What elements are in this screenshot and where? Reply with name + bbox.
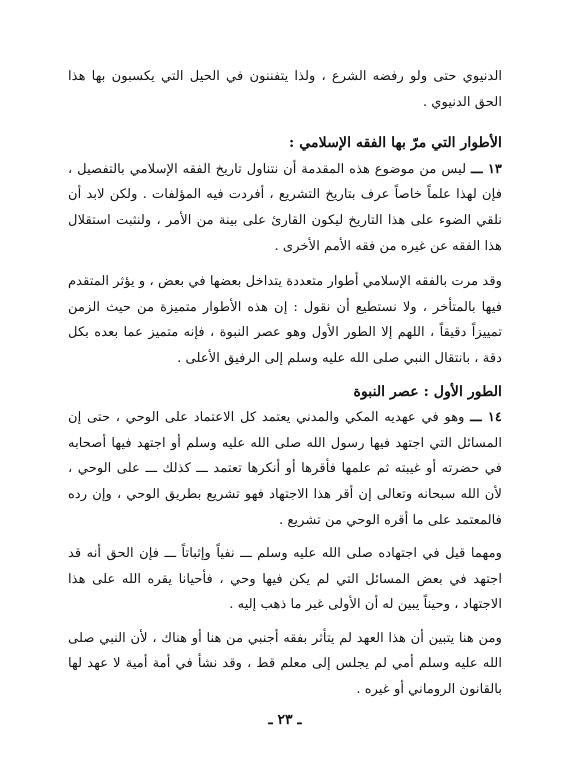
paragraph-14 — [68, 405, 502, 533]
paragraph-text: وهو في عهديه المكي والمدني يعتمد كل الاعتماد على الوحي ، حتى إن المسائل التي اجتهد فيها رسول الله صلى الله عليه وسلم أو اجتهد فيها أصحابه في حضرته أو غيبته ثم علمها فأقرها أو أنكرها تعتمد ـــ كذلك ـــ على الوحي ، لأن الله سبحانه وتعالى إن أقر هذا الاجتهاد فهو تشريع بطريق الوحي ، وإن رده فالمعتمد على ما أقره الوحي من تشريع . — [68, 410, 502, 528]
section-heading: الأطوار التي مرّ بها الفقه الإسلامي : — [289, 135, 502, 152]
ijtihad-paragraph: ومهما قيل في اجتهاده صلى الله عليه وسلم ـــ نفياً وإثباتاً ـــ فإن الحق أنه قد اجتهد في بعض المسائل التي لم يكن فيها وحي ، فأحيانا يقره الله على هذا الاجتهاد ، وحيناً يبين له أن الأولى غير ما ذهب إليه . — [68, 546, 502, 613]
closing-paragraph: ومن هنا يتبين أن هذا العهد لم يتأثر بفقه أجنبي من هنا أو هناك ، لأن النبي صلى الله عليه وسلم أمي لم يجلس إلى معلم قط ، وقد نشأ في أمة أمية لا عهد لها بالقانون الروماني أو غيره . — [68, 630, 502, 698]
paragraph-number: ١٤ ـــ — [470, 410, 502, 426]
paragraph-13 — [68, 157, 502, 259]
subheading: الطور الأول : عصر النبوة — [353, 383, 502, 400]
stages-paragraph: وقد مرت بالفقه الإسلامي أطوار متعددة يتداخل بعضها في بعض ، و يؤثر المتقدم فيها بالمتأخر ، ولا نستطيع أن نقول : إن هذه الأطوار متميزة من حيث الزمن تمييزاً دقيقاً ، اللهم إلا الطور الأول وهو عصر النبوة ، فإنه متميز عما بعده بكل دقة ، بانتقال النبي صلى الله عليه وسلم إلى الرفيق الأعلى . — [68, 274, 502, 366]
paragraph-number: ١٣ ـــ — [470, 161, 502, 177]
page-number: ـ ٢٣ ـ — [268, 712, 302, 728]
intro-paragraph: الدنيوي حتى ولو رفضه الشرع ، ولذا يتفننون في الحيل التي يكسبون بها هذا الحق الدنيوي . — [68, 69, 502, 110]
page-body — [68, 64, 502, 703]
paragraph-text: ليس من موضوع هذه المقدمة أن نتناول تاريخ الفقه الإسلامي بالتفصيل ، فإن لهذا علماً خاصاً عرف بتاريخ التشريع ، أفردت فيه المؤلفات . ولكن لابد أن نلقي الضوء على هذا التاريخ ليكون القارئ على بينة من الأمر ، ولنثبت استقلال هذا الفقه عن غيره من فقه الأمم الأخرى . — [68, 161, 502, 254]
